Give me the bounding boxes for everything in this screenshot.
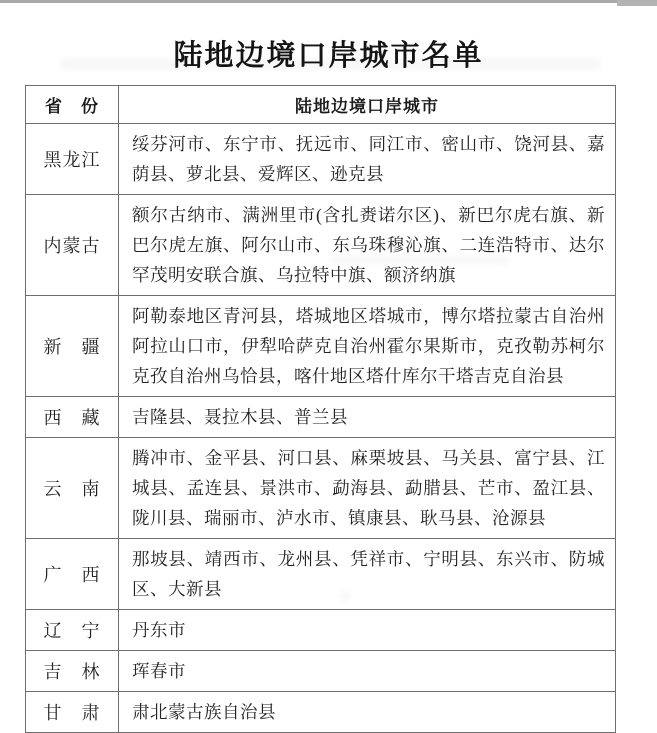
province-cell: 吉 林 xyxy=(26,651,119,692)
cities-cell: 肃北蒙古族自治县 xyxy=(119,692,616,733)
province-cell: 新 疆 xyxy=(26,296,119,397)
province-cell: 甘 肃 xyxy=(26,692,119,733)
table-row xyxy=(26,397,616,438)
cities-cell: 额尔古纳市、满洲里市(含扎赉诺尔区)、新巴尔虎右旗、新巴尔虎左旗、阿尔山市、东乌珠穆沁旗、二连浩特市、达尔罕茂明安联合旗、乌拉特中旗、额济纳旗 xyxy=(119,195,616,296)
province-cell: 辽 宁 xyxy=(26,610,119,651)
cities-cell: 吉隆县、聂拉木县、普兰县 xyxy=(119,397,616,438)
table-row xyxy=(26,296,616,397)
border-port-cities-table xyxy=(25,85,616,733)
cities-cell: 珲春市 xyxy=(119,651,616,692)
province-cell: 黑龙江 xyxy=(26,124,119,195)
table-row xyxy=(26,539,616,610)
province-cell: 内蒙古 xyxy=(26,195,119,296)
cities-cell: 丹东市 xyxy=(119,610,616,651)
cities-cell: 那坡县、靖西市、龙州县、凭祥市、宁明县、东兴市、防城区、大新县 xyxy=(119,539,616,610)
scan-artifact-corner xyxy=(617,0,657,6)
header-cities: 陆地边境口岸城市 xyxy=(119,86,616,124)
cities-cell: 腾冲市、金平县、河口县、麻栗坡县、马关县、富宁县、江城县、孟连县、景洪市、勐海县、勐腊县、芒市、盈江县、陇川县、瑞丽市、泸水市、镇康县、耿马县、沧源县 xyxy=(119,438,616,539)
cities-cell: 绥芬河市、东宁市、抚远市、同江市、密山市、饶河县、嘉荫县、萝北县、爱辉区、逊克县 xyxy=(119,124,616,195)
scan-artifact-top-edge xyxy=(0,0,657,3)
page-title: 陆地边境口岸城市名单 xyxy=(173,40,484,73)
header-province: 省 份 xyxy=(26,86,119,124)
table-row xyxy=(26,692,616,733)
table-row xyxy=(26,195,616,296)
province-cell: 广 西 xyxy=(26,539,119,610)
table-row xyxy=(26,610,616,651)
table-row xyxy=(26,124,616,195)
table-header-row xyxy=(26,86,616,124)
province-cell: 西 藏 xyxy=(26,397,119,438)
province-cell: 云 南 xyxy=(26,438,119,539)
table-row xyxy=(26,651,616,692)
cities-cell: 阿勒泰地区青河县，塔城地区塔城市，博尔塔拉蒙古自治州阿拉山口市，伊犁哈萨克自治州霍尔果斯市，克孜勒苏柯尔克孜自治州乌恰县，喀什地区塔什库尔干塔吉克自治县 xyxy=(119,296,616,397)
table-row xyxy=(26,438,616,539)
